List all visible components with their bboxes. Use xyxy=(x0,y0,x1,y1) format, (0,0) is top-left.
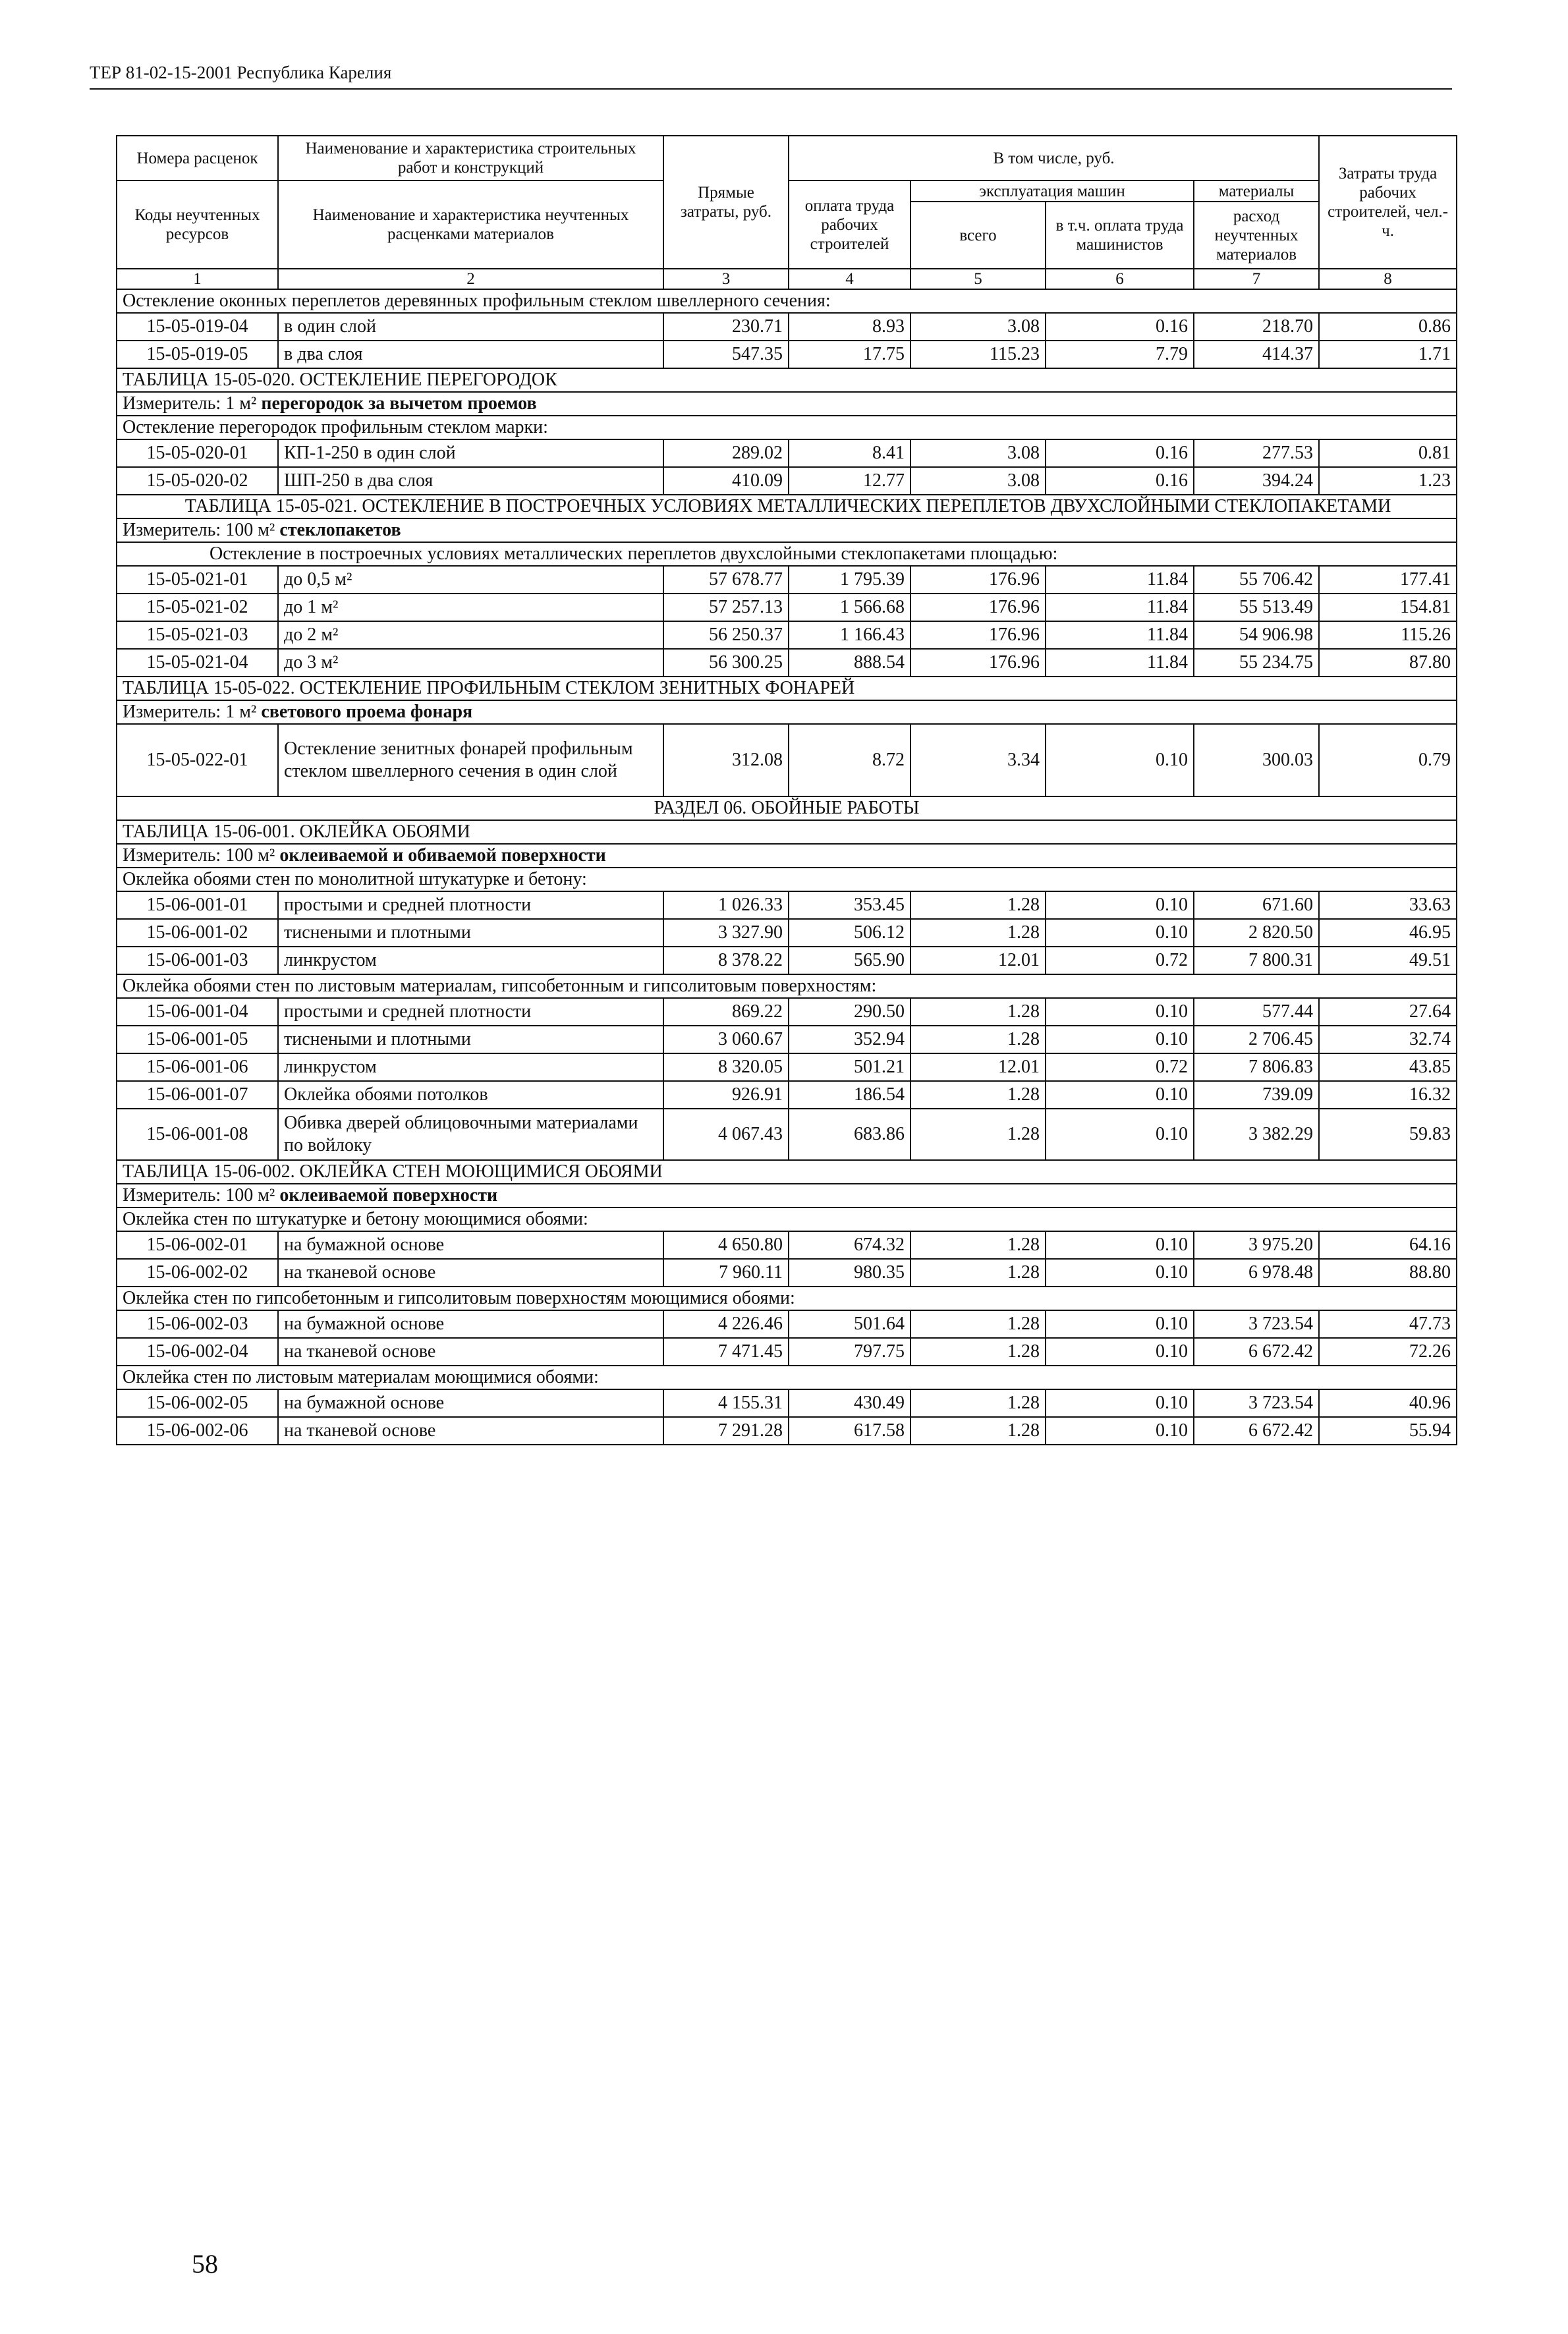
direct-costs: 1 026.33 xyxy=(663,891,789,919)
machines-total: 1.28 xyxy=(910,1417,1046,1445)
direct-costs: 8 320.05 xyxy=(663,1053,789,1081)
materials-cost: 577.44 xyxy=(1194,998,1319,1026)
machines-total: 176.96 xyxy=(910,594,1046,621)
group-heading: Оклейка обоями стен по листовым материалам, гипсобетонным и гипсолитовым поверхностям: xyxy=(117,974,1457,998)
wages: 1 566.68 xyxy=(789,594,910,621)
table-title: ТАБЛИЦА 15-05-021. ОСТЕКЛЕНИЕ В ПОСТРОЕЧНЫХ УСЛОВИЯХ МЕТАЛЛИЧЕСКИХ ПЕРЕПЛЕТОВ ДВУХСЛОЙНЫМИ СТЕКЛОПАКЕТАМИ xyxy=(117,495,1457,518)
rate-code: 15-05-020-01 xyxy=(117,439,278,467)
col-direct-costs-header: Прямые затраты, руб. xyxy=(663,136,789,269)
work-name: на тканевой основе xyxy=(278,1338,663,1366)
work-name: до 2 м² xyxy=(278,621,663,649)
col-labor-hours-header: Затраты труда рабочих строителей, чел.-ч. xyxy=(1319,136,1457,269)
col-machinist-wages-header: в т.ч. оплата труда машинистов xyxy=(1046,202,1194,269)
col-number: 4 xyxy=(789,269,910,289)
machinist-wages: 0.72 xyxy=(1046,1053,1194,1081)
rate-code: 15-06-002-04 xyxy=(117,1338,278,1366)
machines-total: 1.28 xyxy=(910,1259,1046,1287)
group-heading: Остекление в построечных условиях металлических переплетов двухслойными стеклопакетами площадью: xyxy=(117,542,1457,566)
labor-hours: 55.94 xyxy=(1319,1417,1457,1445)
wages: 683.86 xyxy=(789,1109,910,1160)
wages: 352.94 xyxy=(789,1026,910,1053)
table-row xyxy=(117,439,1457,467)
col-number: 2 xyxy=(278,269,663,289)
labor-hours: 1.23 xyxy=(1319,467,1457,495)
labor-hours: 49.51 xyxy=(1319,947,1457,974)
col-name-header: Наименование и характеристика строительных работ и конструкций xyxy=(278,136,663,181)
col-number: 1 xyxy=(117,269,278,289)
materials-cost: 218.70 xyxy=(1194,313,1319,341)
direct-costs: 56 250.37 xyxy=(663,621,789,649)
machinist-wages: 0.16 xyxy=(1046,467,1194,495)
direct-costs: 289.02 xyxy=(663,439,789,467)
table-row xyxy=(117,919,1457,947)
group-heading-row xyxy=(117,289,1457,313)
table-row xyxy=(117,1389,1457,1417)
wages: 430.49 xyxy=(789,1389,910,1417)
machines-total: 176.96 xyxy=(910,566,1046,594)
labor-hours: 0.79 xyxy=(1319,724,1457,796)
labor-hours: 154.81 xyxy=(1319,594,1457,621)
machinist-wages: 0.72 xyxy=(1046,947,1194,974)
group-heading-row xyxy=(117,1287,1457,1310)
section-title-row xyxy=(117,796,1457,820)
work-name: Оклейка обоями потолков xyxy=(278,1081,663,1109)
col-machines-total-header: всего xyxy=(910,202,1046,269)
table-row xyxy=(117,1053,1457,1081)
table-row xyxy=(117,1081,1457,1109)
work-name: на тканевой основе xyxy=(278,1417,663,1445)
labor-hours: 46.95 xyxy=(1319,919,1457,947)
wages: 186.54 xyxy=(789,1081,910,1109)
materials-cost: 414.37 xyxy=(1194,341,1319,368)
materials-cost: 7 806.83 xyxy=(1194,1053,1319,1081)
table-row xyxy=(117,341,1457,368)
group-heading: Остекление перегородок профильным стеклом марки: xyxy=(117,416,1457,439)
wages: 980.35 xyxy=(789,1259,910,1287)
col-materials-header: материалы xyxy=(1194,181,1319,202)
direct-costs: 926.91 xyxy=(663,1081,789,1109)
machinist-wages: 0.10 xyxy=(1046,1026,1194,1053)
group-heading-row xyxy=(117,1208,1457,1231)
direct-costs: 4 067.43 xyxy=(663,1109,789,1160)
page-header: ТЕР 81-02-15-2001 Республика Карелия xyxy=(90,63,1452,90)
machines-total: 3.08 xyxy=(910,467,1046,495)
machinist-wages: 0.10 xyxy=(1046,919,1194,947)
col-resource-codes-header: Коды неучтенных ресурсов xyxy=(117,181,278,269)
table-header xyxy=(117,136,1457,289)
measure-unit xyxy=(117,518,1457,542)
measure-unit-row xyxy=(117,844,1457,868)
col-number: 7 xyxy=(1194,269,1319,289)
work-name: ШП-250 в два слоя xyxy=(278,467,663,495)
materials-cost: 3 382.29 xyxy=(1194,1109,1319,1160)
wages: 506.12 xyxy=(789,919,910,947)
work-name: КП-1-250 в один слой xyxy=(278,439,663,467)
wages: 797.75 xyxy=(789,1338,910,1366)
machines-total: 1.28 xyxy=(910,1109,1046,1160)
direct-costs: 547.35 xyxy=(663,341,789,368)
work-name: линкрустом xyxy=(278,1053,663,1081)
materials-cost: 55 234.75 xyxy=(1194,649,1319,677)
materials-cost: 300.03 xyxy=(1194,724,1319,796)
measure-object: оклеиваемой и обиваемой поверхности xyxy=(279,845,606,866)
rate-code: 15-06-001-01 xyxy=(117,891,278,919)
measure-unit-row xyxy=(117,518,1457,542)
rate-code: 15-06-002-03 xyxy=(117,1310,278,1338)
machinist-wages: 0.10 xyxy=(1046,998,1194,1026)
machinist-wages: 0.16 xyxy=(1046,313,1194,341)
measure-label: Измеритель: 1 м² xyxy=(123,393,262,414)
labor-hours: 87.80 xyxy=(1319,649,1457,677)
rates-table xyxy=(116,135,1457,1445)
group-heading-row xyxy=(117,542,1457,566)
machinist-wages: 0.10 xyxy=(1046,1389,1194,1417)
machinist-wages: 0.10 xyxy=(1046,1081,1194,1109)
direct-costs: 3 060.67 xyxy=(663,1026,789,1053)
direct-costs: 410.09 xyxy=(663,467,789,495)
labor-hours: 43.85 xyxy=(1319,1053,1457,1081)
group-heading-row xyxy=(117,1366,1457,1389)
labor-hours: 115.26 xyxy=(1319,621,1457,649)
table-row xyxy=(117,649,1457,677)
materials-cost: 55 706.42 xyxy=(1194,566,1319,594)
labor-hours: 16.32 xyxy=(1319,1081,1457,1109)
machinist-wages: 11.84 xyxy=(1046,594,1194,621)
measure-unit xyxy=(117,1184,1457,1208)
group-heading-row xyxy=(117,868,1457,891)
labor-hours: 27.64 xyxy=(1319,998,1457,1026)
measure-object: перегородок за вычетом проемов xyxy=(261,393,537,414)
col-number: 5 xyxy=(910,269,1046,289)
col-number: 6 xyxy=(1046,269,1194,289)
work-name: Обивка дверей облицовочными материалами по войлоку xyxy=(278,1109,663,1160)
rate-code: 15-05-019-04 xyxy=(117,313,278,341)
labor-hours: 33.63 xyxy=(1319,891,1457,919)
wages: 674.32 xyxy=(789,1231,910,1259)
rate-code: 15-06-002-05 xyxy=(117,1389,278,1417)
table-title-row xyxy=(117,368,1457,392)
wages: 617.58 xyxy=(789,1417,910,1445)
rate-code: 15-06-001-04 xyxy=(117,998,278,1026)
rate-code: 15-06-002-06 xyxy=(117,1417,278,1445)
wages: 888.54 xyxy=(789,649,910,677)
table-row xyxy=(117,1338,1457,1366)
direct-costs: 57 678.77 xyxy=(663,566,789,594)
wages: 8.41 xyxy=(789,439,910,467)
machinist-wages: 0.10 xyxy=(1046,1310,1194,1338)
materials-cost: 6 672.42 xyxy=(1194,1417,1319,1445)
table-row xyxy=(117,594,1457,621)
measure-label: Измеритель: 100 м² xyxy=(123,1185,280,1206)
table-title: ТАБЛИЦА 15-06-001. ОКЛЕЙКА ОБОЯМИ xyxy=(117,820,1457,844)
table-row xyxy=(117,1310,1457,1338)
wages: 353.45 xyxy=(789,891,910,919)
work-name: тиснеными и плотными xyxy=(278,919,663,947)
direct-costs: 230.71 xyxy=(663,313,789,341)
col-wages-header: оплата труда рабочих строителей xyxy=(789,181,910,269)
machinist-wages: 0.10 xyxy=(1046,724,1194,796)
labor-hours: 88.80 xyxy=(1319,1259,1457,1287)
measure-label: Измеритель: 1 м² xyxy=(123,702,262,722)
col-codes-header: Номера расценок xyxy=(117,136,278,181)
wages: 8.93 xyxy=(789,313,910,341)
wages: 501.64 xyxy=(789,1310,910,1338)
materials-cost: 6 672.42 xyxy=(1194,1338,1319,1366)
work-name: тиснеными и плотными xyxy=(278,1026,663,1053)
labor-hours: 0.86 xyxy=(1319,313,1457,341)
labor-hours: 32.74 xyxy=(1319,1026,1457,1053)
col-number: 8 xyxy=(1319,269,1457,289)
machinist-wages: 0.10 xyxy=(1046,1259,1194,1287)
table-row xyxy=(117,1417,1457,1445)
work-name: Остекление зенитных фонарей профильным стеклом швеллерного сечения в один слой xyxy=(278,724,663,796)
rate-code: 15-06-002-01 xyxy=(117,1231,278,1259)
table-row xyxy=(117,724,1457,796)
measure-object: светового проема фонаря xyxy=(261,702,473,722)
work-name: до 1 м² xyxy=(278,594,663,621)
work-name: линкрустом xyxy=(278,947,663,974)
measure-object: стеклопакетов xyxy=(279,520,401,540)
col-group-header: В том числе, руб. xyxy=(789,136,1319,181)
wages: 12.77 xyxy=(789,467,910,495)
direct-costs: 3 327.90 xyxy=(663,919,789,947)
machinist-wages: 0.10 xyxy=(1046,1231,1194,1259)
rate-code: 15-05-021-02 xyxy=(117,594,278,621)
direct-costs: 7 291.28 xyxy=(663,1417,789,1445)
materials-cost: 7 800.31 xyxy=(1194,947,1319,974)
machines-total: 1.28 xyxy=(910,1389,1046,1417)
materials-cost: 2 820.50 xyxy=(1194,919,1319,947)
machines-total: 1.28 xyxy=(910,919,1046,947)
materials-cost: 394.24 xyxy=(1194,467,1319,495)
direct-costs: 56 300.25 xyxy=(663,649,789,677)
machinist-wages: 7.79 xyxy=(1046,341,1194,368)
machinist-wages: 11.84 xyxy=(1046,621,1194,649)
labor-hours: 40.96 xyxy=(1319,1389,1457,1417)
materials-cost: 277.53 xyxy=(1194,439,1319,467)
materials-cost: 3 723.54 xyxy=(1194,1310,1319,1338)
machines-total: 1.28 xyxy=(910,1310,1046,1338)
measure-unit-row xyxy=(117,1184,1457,1208)
machinist-wages: 0.10 xyxy=(1046,1417,1194,1445)
wages: 290.50 xyxy=(789,998,910,1026)
measure-unit xyxy=(117,844,1457,868)
rate-code: 15-05-020-02 xyxy=(117,467,278,495)
machines-total: 1.28 xyxy=(910,1026,1046,1053)
col-machines-header: эксплуатация машин xyxy=(910,181,1194,202)
wages: 8.72 xyxy=(789,724,910,796)
labor-hours: 59.83 xyxy=(1319,1109,1457,1160)
machinist-wages: 11.84 xyxy=(1046,649,1194,677)
table-row xyxy=(117,998,1457,1026)
rate-code: 15-06-001-03 xyxy=(117,947,278,974)
machinist-wages: 0.10 xyxy=(1046,1338,1194,1366)
table-row xyxy=(117,621,1457,649)
col-materials-name-header: Наименование и характеристика неучтенных расценками материалов xyxy=(278,181,663,269)
wages: 17.75 xyxy=(789,341,910,368)
col-number: 3 xyxy=(663,269,789,289)
group-heading: Оклейка обоями стен по монолитной штукатурке и бетону: xyxy=(117,868,1457,891)
direct-costs: 7 471.45 xyxy=(663,1338,789,1366)
rate-code: 15-05-021-03 xyxy=(117,621,278,649)
machinist-wages: 0.10 xyxy=(1046,891,1194,919)
labor-hours: 72.26 xyxy=(1319,1338,1457,1366)
labor-hours: 1.71 xyxy=(1319,341,1457,368)
rate-code: 15-05-022-01 xyxy=(117,724,278,796)
materials-cost: 3 723.54 xyxy=(1194,1389,1319,1417)
direct-costs: 869.22 xyxy=(663,998,789,1026)
table-title-row xyxy=(117,1160,1457,1184)
table-title: ТАБЛИЦА 15-05-022. ОСТЕКЛЕНИЕ ПРОФИЛЬНЫМ СТЕКЛОМ ЗЕНИТНЫХ ФОНАРЕЙ xyxy=(117,677,1457,700)
machines-total: 3.34 xyxy=(910,724,1046,796)
machines-total: 3.08 xyxy=(910,313,1046,341)
rate-code: 15-06-001-02 xyxy=(117,919,278,947)
group-heading-row xyxy=(117,974,1457,998)
machinist-wages: 0.16 xyxy=(1046,439,1194,467)
table-row xyxy=(117,1026,1457,1053)
table-row xyxy=(117,947,1457,974)
measure-label: Измеритель: 100 м² xyxy=(123,845,280,866)
measure-unit xyxy=(117,700,1457,724)
work-name: на бумажной основе xyxy=(278,1389,663,1417)
table-row xyxy=(117,1259,1457,1287)
rate-code: 15-06-001-05 xyxy=(117,1026,278,1053)
group-heading: Оклейка стен по листовым материалам моющимися обоями: xyxy=(117,1366,1457,1389)
labor-hours: 64.16 xyxy=(1319,1231,1457,1259)
direct-costs: 4 226.46 xyxy=(663,1310,789,1338)
direct-costs: 4 650.80 xyxy=(663,1231,789,1259)
work-name: простыми и средней плотности xyxy=(278,891,663,919)
table-row xyxy=(117,891,1457,919)
wages: 565.90 xyxy=(789,947,910,974)
direct-costs: 7 960.11 xyxy=(663,1259,789,1287)
work-name: до 0,5 м² xyxy=(278,566,663,594)
rate-code: 15-06-001-06 xyxy=(117,1053,278,1081)
page-number: 58 xyxy=(192,2249,218,2279)
measure-unit-row xyxy=(117,700,1457,724)
materials-cost: 671.60 xyxy=(1194,891,1319,919)
table-title-row xyxy=(117,820,1457,844)
machines-total: 1.28 xyxy=(910,1231,1046,1259)
materials-cost: 3 975.20 xyxy=(1194,1231,1319,1259)
machines-total: 1.28 xyxy=(910,891,1046,919)
group-heading: Оклейка стен по гипсобетонным и гипсолитовым поверхностям моющимися обоями: xyxy=(117,1287,1457,1310)
rate-code: 15-06-001-08 xyxy=(117,1109,278,1160)
table-title: ТАБЛИЦА 15-05-020. ОСТЕКЛЕНИЕ ПЕРЕГОРОДОК xyxy=(117,368,1457,392)
direct-costs: 57 257.13 xyxy=(663,594,789,621)
rate-code: 15-05-021-01 xyxy=(117,566,278,594)
group-heading: Остекление оконных переплетов деревянных профильным стеклом швеллерного сечения: xyxy=(117,289,1457,313)
materials-cost: 739.09 xyxy=(1194,1081,1319,1109)
rate-code: 15-05-019-05 xyxy=(117,341,278,368)
labor-hours: 0.81 xyxy=(1319,439,1457,467)
direct-costs: 4 155.31 xyxy=(663,1389,789,1417)
table-row xyxy=(117,467,1457,495)
table-title-row xyxy=(117,495,1457,518)
group-heading: Оклейка стен по штукатурке и бетону моющимися обоями: xyxy=(117,1208,1457,1231)
rate-code: 15-06-001-07 xyxy=(117,1081,278,1109)
table-body xyxy=(117,289,1457,1445)
measure-label: Измеритель: 100 м² xyxy=(123,520,280,540)
table-row xyxy=(117,566,1457,594)
rate-code: 15-06-002-02 xyxy=(117,1259,278,1287)
machines-total: 1.28 xyxy=(910,998,1046,1026)
table-title-row xyxy=(117,677,1457,700)
work-name: на тканевой основе xyxy=(278,1259,663,1287)
work-name: на бумажной основе xyxy=(278,1231,663,1259)
machines-total: 12.01 xyxy=(910,1053,1046,1081)
machines-total: 3.08 xyxy=(910,439,1046,467)
work-name: в один слой xyxy=(278,313,663,341)
labor-hours: 47.73 xyxy=(1319,1310,1457,1338)
table-title: ТАБЛИЦА 15-06-002. ОКЛЕЙКА СТЕН МОЮЩИМИСЯ ОБОЯМИ xyxy=(117,1160,1457,1184)
materials-cost: 54 906.98 xyxy=(1194,621,1319,649)
materials-cost: 2 706.45 xyxy=(1194,1026,1319,1053)
machines-total: 115.23 xyxy=(910,341,1046,368)
table-row xyxy=(117,313,1457,341)
direct-costs: 312.08 xyxy=(663,724,789,796)
machines-total: 176.96 xyxy=(910,621,1046,649)
materials-cost: 6 978.48 xyxy=(1194,1259,1319,1287)
machines-total: 1.28 xyxy=(910,1338,1046,1366)
wages: 1 795.39 xyxy=(789,566,910,594)
measure-unit-row xyxy=(117,392,1457,416)
measure-unit xyxy=(117,392,1457,416)
wages: 1 166.43 xyxy=(789,621,910,649)
table-row xyxy=(117,1231,1457,1259)
work-name: простыми и средней плотности xyxy=(278,998,663,1026)
section-title: РАЗДЕЛ 06. ОБОЙНЫЕ РАБОТЫ xyxy=(117,796,1457,820)
machinist-wages: 0.10 xyxy=(1046,1109,1194,1160)
rate-code: 15-05-021-04 xyxy=(117,649,278,677)
direct-costs: 8 378.22 xyxy=(663,947,789,974)
labor-hours: 177.41 xyxy=(1319,566,1457,594)
work-name: в два слоя xyxy=(278,341,663,368)
work-name: до 3 м² xyxy=(278,649,663,677)
machinist-wages: 11.84 xyxy=(1046,566,1194,594)
machines-total: 12.01 xyxy=(910,947,1046,974)
machines-total: 176.96 xyxy=(910,649,1046,677)
table-row xyxy=(117,1109,1457,1160)
work-name: на бумажной основе xyxy=(278,1310,663,1338)
materials-cost: 55 513.49 xyxy=(1194,594,1319,621)
machines-total: 1.28 xyxy=(910,1081,1046,1109)
col-materials-usage-header: расход неучтенных материалов xyxy=(1194,202,1319,269)
measure-object: оклеиваемой поверхности xyxy=(279,1185,498,1206)
wages: 501.21 xyxy=(789,1053,910,1081)
group-heading-row xyxy=(117,416,1457,439)
